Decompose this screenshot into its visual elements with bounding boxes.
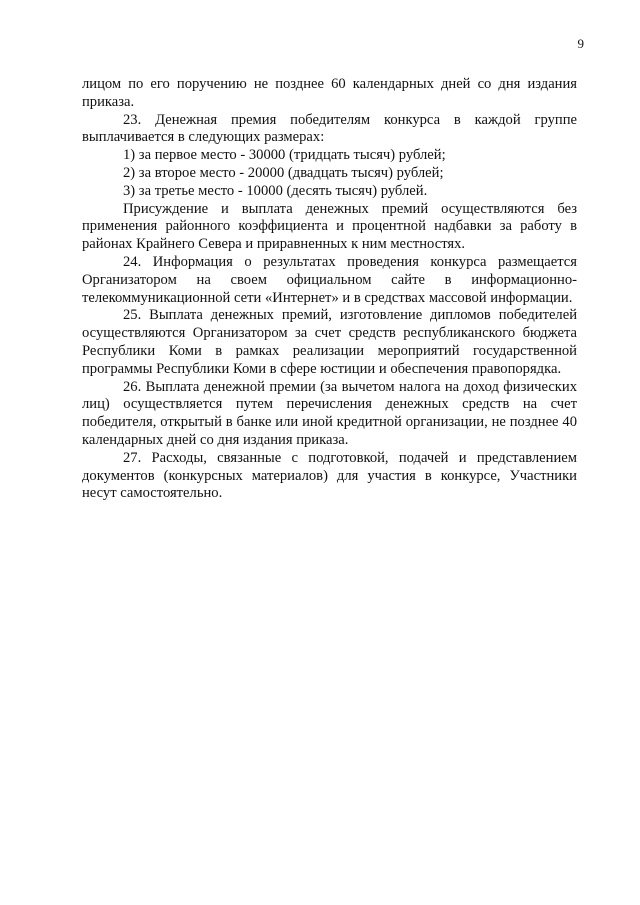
paragraph-25: 25. Выплата денежных премий, изготовление дипломов победителей осуществляются Организатором за счет средств республиканского бюджета Республики Коми в рамках реализации мероприятий государственной программы Республики Коми в сфере юстиции и обеспечения правопорядка. [82, 307, 577, 377]
list-item-third-place: 3) за третье место - 10000 (десять тысяч) рублей. [123, 182, 428, 199]
paragraph-27: 27. Расходы, связанные с подготовкой, подачей и представлением документов (конкурсных материалов) для участия в конкурсе, Участники несут самостоятельно. [82, 449, 577, 502]
document-body [82, 76, 577, 503]
list-item-second-place: 2) за второе место - 20000 (двадцать тысяч) рублей; [123, 164, 444, 181]
paragraph-23-note: Присуждение и выплата денежных премий осуществляются без применения районного коэффициента и процентной надбавки за работу в районах Крайнего Севера и приравненных к ним местностях. [82, 200, 577, 253]
paragraph-24: 24. Информация о результатах проведения конкурса размещается Организатором на своем официальном сайте в информационно-телекоммуникационной сети «Интернет» и в средствах массовой информации. [82, 253, 577, 306]
paragraph-26: 26. Выплата денежной премии (за вычетом налога на доход физических лиц) осуществляется путем перечисления денежных средств на счет победителя, открытый в банке или иной кредитной организации, не позднее 40 календарных дней со дня издания приказа. [82, 378, 577, 448]
paragraph-continuation: лицом по его поручению не позднее 60 календарных дней со дня издания приказа. [82, 76, 577, 110]
paragraph-23: 23. Денежная премия победителям конкурса в каждой группе выплачивается в следующих размерах: [82, 111, 577, 146]
list-item-first-place: 1) за первое место - 30000 (тридцать тысяч) рублей; [123, 147, 446, 164]
page-number: 9 [577, 36, 584, 51]
